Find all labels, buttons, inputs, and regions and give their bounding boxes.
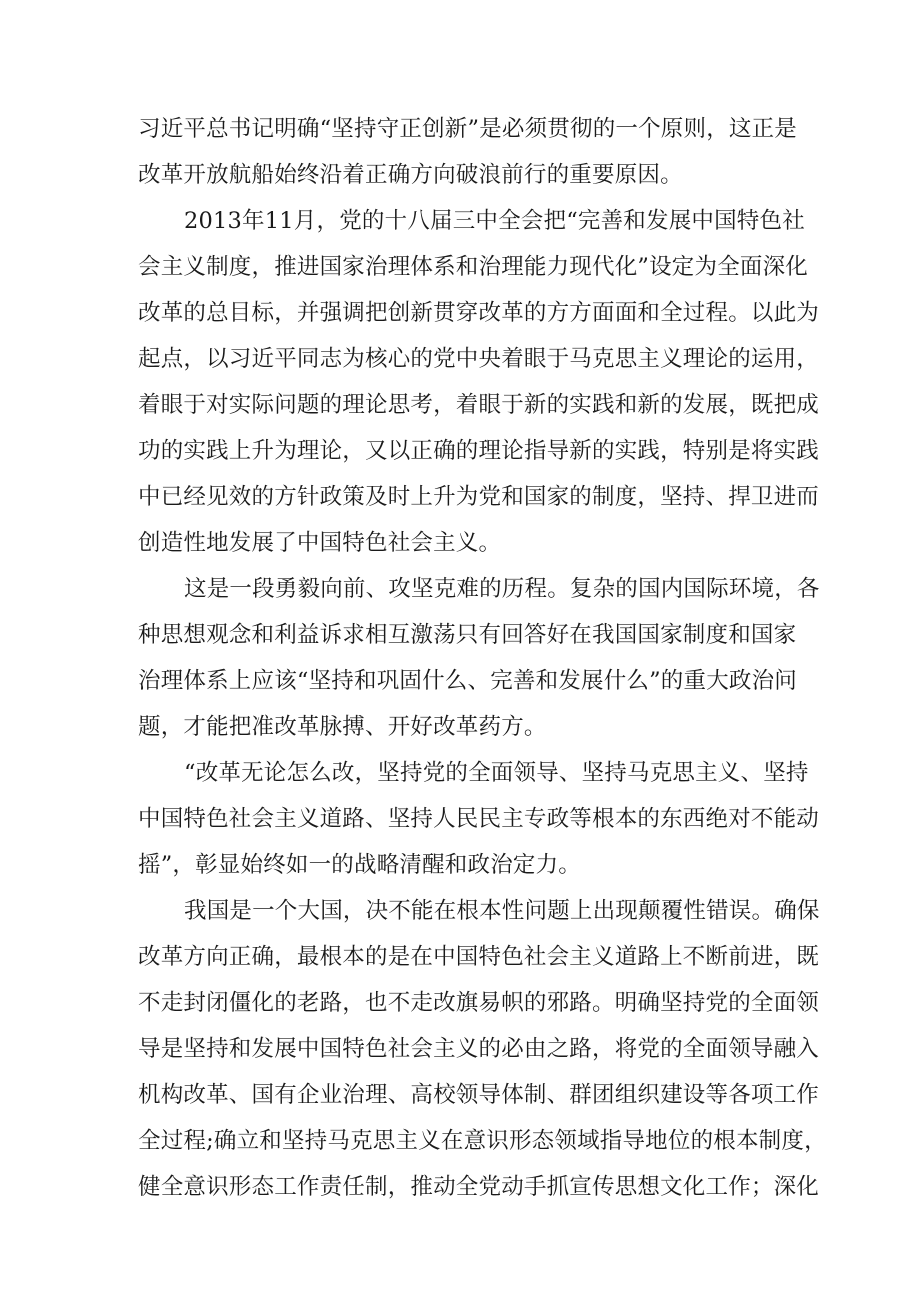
text-line: 机构改革、国有企业治理、高校领导体制、群团组织建设等各项工作 [138,1082,820,1108]
text-line: 改革方向正确，最根本的是在中国特色社会主义道路上不断前进，既 [138,944,820,970]
text-line: 着眼于对实际问题的理论思考，着眼于新的实践和新的发展，既把成 [138,392,820,418]
text-line: 健全意识形态工作责任制，推动全党动手抓宣传思想文化工作；深化 [138,1174,820,1200]
text-line: 创造性地发展了中国特色社会主义。 [138,530,502,556]
text-line: 题，才能把准改革脉搏、开好改革药方。 [138,714,547,740]
text-line: 治理体系上应该“坚持和巩固什么、完善和发展什么”的重大政治问 [138,668,798,694]
text-line: 中国特色社会主义道路、坚持人民民主专政等根本的东西绝对不能动 [138,806,820,832]
text-line: 全过程;确立和坚持马克思主义在意识形态领域指导地位的根本制度， [138,1128,827,1154]
text-line: 改革开放航船始终沿着正确方向破浪前行的重要原因。 [138,162,683,188]
text-line: 导是坚持和发展中国特色社会主义的必由之路，将党的全面领导融入 [138,1036,820,1062]
text-line: 种思想观念和利益诉求相互激荡只有回答好在我国国家制度和国家 [138,622,797,648]
text-line: “改革无论怎么改，坚持党的全面领导、坚持马克思主义、坚持 [184,760,809,786]
text-line: 会主义制度，推进国家治理体系和治理能力现代化”设定为全面深化 [138,254,809,280]
text-line: 这是一段勇毅向前、攻坚克难的历程。复杂的国内国际环境，各 [184,576,820,602]
text-line: 中已经见效的方针政策及时上升为党和国家的制度，坚持、捍卫进而 [138,484,820,510]
text-line: 摇”，彰显始终如一的战略清醒和政治定力。 [138,852,582,878]
text-line: 我国是一个大国，决不能在根本性问题上出现颠覆性错误。确保 [184,898,820,924]
text-line: 习近平总书记明确“坚持守正创新”是必须贯彻的一个原则，这正是 [138,116,798,142]
text-line: 功的实践上升为理论，又以正确的理论指导新的实践，特别是将实践 [138,438,820,464]
text-line: 不走封闭僵化的老路，也不走改旗易帜的邪路。明确坚持党的全面领 [138,990,820,1016]
text-line: 2013年11月，党的十八届三中全会把“完善和发展中国特色社 [184,208,805,234]
text-line: 起点，以习近平同志为核心的党中央着眼于马克思主义理论的运用， [138,346,820,372]
text-line: 改革的总目标，并强调把创新贯穿改革的方方面面和全过程。以此为 [138,300,820,326]
